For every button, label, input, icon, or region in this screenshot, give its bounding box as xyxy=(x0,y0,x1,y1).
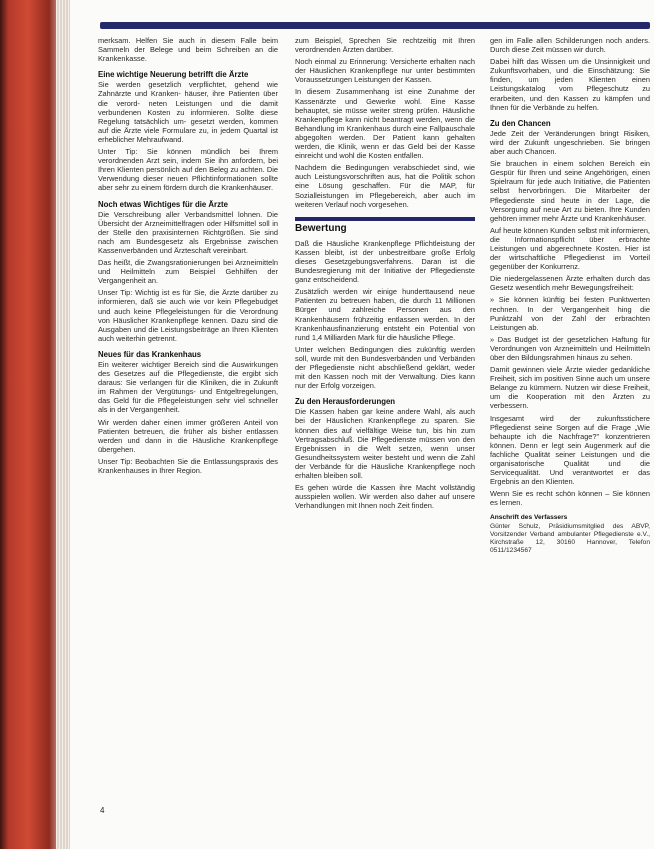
paragraph: » Das Budget ist der gesetzlichen Haftung für Verordnungen von Arzneimitteln und Heilmitteln über den Bildungsrahmen hinaus zu sehen. xyxy=(490,334,650,362)
paragraph: Ein weiterer wichtiger Bereich sind die Auswirkungen des Gesetzes auf die Pflegedienste, die ergibt sich daraus: Sie verlangen für die Kliniken, die in Zukunft im Rahmen der Vergütungs- und Entgeltregelungen, das Geld für die Pflegeleistungen sehr viel schneller als in der Vergangenheit. xyxy=(98,360,278,415)
header-rule xyxy=(100,22,650,29)
column-2 xyxy=(295,36,475,513)
paragraph: Unter Tip: Sie können mündlich bei Ihrem verordnenden Arzt sein, indem Sie ihn anfordern, bei Ihren Klienten persönlich auf den Beleg zu achten. Die Verwendung dieser neuen Pflichtinformationen sollte aber sehr zu einem fördern durch die Krankenhäuser. xyxy=(98,147,278,193)
page-number: 4 xyxy=(100,806,105,815)
paragraph: Sie brauchen in einem solchen Bereich ein Gespür für Ihren und seine Angehörigen, einen Spielraum für jede auch Initiative, die Patienten selbst hervorbringen. Die Mitarbeiter der Pflegedienste sind heute in der Lage, die Versorgung auf neue Art zu bieten. Ihre Kunden gehören immer mehr Ärzte und Krankenhäuser. xyxy=(490,159,650,223)
paragraph: Nachdem die Bedingungen verabschiedet sind, wie auch Leistungsvorschriften aus, hat die Politik schon eine Lösung geschaffen. Für die MAP, für Sozialleistungen im Pflegebereich, aber auch im weiteren Verlauf noch vorgesehen. xyxy=(295,163,475,209)
paragraph: Jede Zeit der Veränderungen bringt Risiken, wird der Zukunft ungeschrieben. Sie bringen aber auch Chancen. xyxy=(490,128,650,157)
heading: Zu den Herausforderungen xyxy=(295,397,396,407)
paragraph: Noch einmal zu Erinnerung: Versicherte erhalten nach der Häuslichen Krankenpflege nur unter bestimmten Voraussetzungen Leistungen der Kassen. xyxy=(295,57,475,85)
paragraph: Dabei hilft das Wissen um die Unsinnigkeit und Zukunftsvorhaben, und die Einschätzung: Sie finden, um jeden Klienten einen Leistungskatalog vom Pflegeschutz zu erarbeiten, und den Kassen zu kämpfen und Ihnen für die Verbände zu helfen. xyxy=(490,57,650,112)
paragraph: gen im Falle allen Schilderungen noch anders. Durch diese Zeit müssen wir durch. xyxy=(490,36,650,55)
paragraph: Zusätzlich werden wir einige hunderttausend neue Patienten zu betreuen haben, die durch 11 Millionen Bürger und zahlreiche Personen aus den Krankenhäusern frühzeitig entlassen werden. In der Krankenhausfinanzierung entsteht ein Potential von rund 1,4 Milliarden Mark für die häusliche Pflege. xyxy=(295,287,475,342)
paragraph: Unser Tip: Beobachten Sie die Entlassungspraxis des Krankenhauses in Ihrer Region. xyxy=(98,456,278,476)
paragraph: Daß die Häusliche Krankenpflege Pflichtleistung der Kassen bleibt, ist der unbestreitbare große Erfolg dieses Gesetzgebungsverfahrens. Daran ist die Bundesregierung mit der Initiative der Pflegedienste ganz entscheidend. xyxy=(295,238,475,285)
paragraph: Insgesamt wird der zukunftsstichere Pflegedienst seine Sorgen auf die Frage „Wie behaupte ich die Nachfrage?" konzentrieren können. Denn er legt sein Augenmerk auf die fachliche Qualität seiner Leistungen und die organisatorische Qualität und die Servicequalität. Und verantwortet er das Ergebnis an den Klienten. xyxy=(490,413,650,487)
section-heading: Bewertung xyxy=(295,217,475,233)
paragraph: Es gehen würde die Kassen ihre Macht vollständig ausspielen wollen. Wir werden also daher auf unsere Verhandlungen mit Ihnen noch Zeit finden. xyxy=(295,483,475,511)
heading: Zu den Chancen xyxy=(490,118,551,128)
author-heading: Anschrift des Verfassers xyxy=(490,513,568,521)
page-stack-edge xyxy=(56,0,70,849)
paragraph: Damit gewinnen viele Ärzte wieder gedankliche Freiheit, sich im positiven Sinne auch um unsere Belange zu kümmern. Nutzen wir diese Freiheit, um die Kooperation mit den Ärzten zu verbessern. xyxy=(490,365,650,411)
paragraph: Die niedergelassenen Ärzte erhalten durch das Gesetz wesentlich mehr Bewegungsfreiheit: xyxy=(490,274,650,293)
paragraph: Wir werden daher einen immer größeren Anteil von Patienten betreuen, die früher als bisher entlassen werden und dann in die Häusliche Krankenpflege übergehen. xyxy=(98,417,278,454)
document-page xyxy=(70,0,654,849)
paragraph: merksam. Helfen Sie auch in diesem Falle beim Sammeln der Belege und beim Schreiben an die Krankenkasse. xyxy=(98,36,278,64)
paragraph: Unser Tip: Wichtig ist es für Sie, die Ärzte darüber zu informieren, daß sie auch wie vor kein Pflegebudget und auch keine Pflegeleistungen für die Verordnung von Häuslicher Krankenpflege kennen. Dazu sind die Ausgaben und die Leistungsbeiträge an Ihren Klienten auch weiterhin getrennt. xyxy=(98,288,278,343)
heading: Neues für das Krankenhaus xyxy=(98,349,202,359)
heading: Noch etwas Wichtiges für die Ärzte xyxy=(98,199,228,209)
paragraph: Die Verschreibung aller Verbandsmittel lohnen. Die Übersicht der Arzneimittelfragen oder Hilfsmittel soll in der Stelle den praxisinternen Richtgrößen. Sie sind nach am Bundesgesetz als Ergebnisse zwischen Kassenverbänden und Ärzteschaft vereinbart. xyxy=(98,209,278,255)
paragraph: zum Beispiel, Sprechen Sie rechtzeitig mit Ihren verordnenden Ärzten darüber. xyxy=(295,36,475,55)
column-1 xyxy=(98,36,278,478)
heading: Eine wichtige Neuerung betrifft die Ärzte xyxy=(98,70,249,80)
paragraph: Sie werden gesetzlich verpflichtet, gehend wie Zahnärzte und Kranken- häuser, ihre Patienten über die verord- neten Leistungen und die damit verbundenen Kosten zu informieren. Sollte diese Regelung tatsächlich um- gesetzt werden, kommen auf die Ärzte viele Formulare zu, in jedem Quartal ist erheblicher Mehraufwand. xyxy=(98,80,278,144)
paragraph: Das heißt, die Zwangsrationierungen bei Arzneimitteln und Heilmitteln zum Beispiel Gehhilfen der Vergangenheit an. xyxy=(98,258,278,286)
paragraph: Unter welchen Bedingungen dies zukünftig werden soll, wurde mit den Bundesverbänden und Verbänden der Pflegedienste nicht abschließend geklärt, weder mit den Kassen noch mit der Verwaltung. Dies kann nur der Erfolg vorzeigen. xyxy=(295,344,475,391)
paragraph: In diesem Zusammenhang ist eine Zunahme der Kassenärzte und Gewerke wohl. Eine Kasse behauptet, sie müsse weiter streng prüfen. Häusliche Krankenpflege kann nicht beantragt werden, wenn die Behandlung im Krankenhaus durch eine Fallpauschale abgegolten werden. Der Patient kann gehalten werden, die Klinik, wenn er das Geld bei der Kasse einreicht und wohl die Kosten entfallen. xyxy=(295,87,475,161)
column-3 xyxy=(490,36,650,558)
author-address: Günter Schulz, Präsidiumsmitglied des ABVP, Vorsitzender Verband ambulanter Pflegedienste e.V., Kirchstraße 12, 30160 Hannover, Telefon 0511/1234567 xyxy=(490,522,650,554)
paragraph: Die Kassen haben gar keine andere Wahl, als auch bei der Häuslichen Krankenpflege zu sparen. Sie können dies auf vielfältige Weise tun, bis hin zum Vertragsabschluß. Die Pflegedienste müssen von den Ergebnissen in die Welt setzen, wenn unser Gesundheitssystem weiter besteht und wenn die Zahl der Verbände für die Häusliche Krankenpflege noch erhalten bleiben soll. xyxy=(295,407,475,481)
paragraph: Wenn Sie es recht schön können – Sie können es lernen. xyxy=(490,489,650,508)
paragraph: Auf heute können Kunden selbst mit informieren, die Informationspflicht über erbrachte Leistungen und abgerechnete Kosten. Hier ist der wirtschaftliche Pflegedienst im Vorteil gegenüber der Konkurrenz. xyxy=(490,225,650,272)
paragraph: » Sie können künftig bei festen Punktwerten rechnen. In der Vergangenheit hing die Punktzahl von der Zahl der erbrachten Leistungen ab. xyxy=(490,295,650,332)
